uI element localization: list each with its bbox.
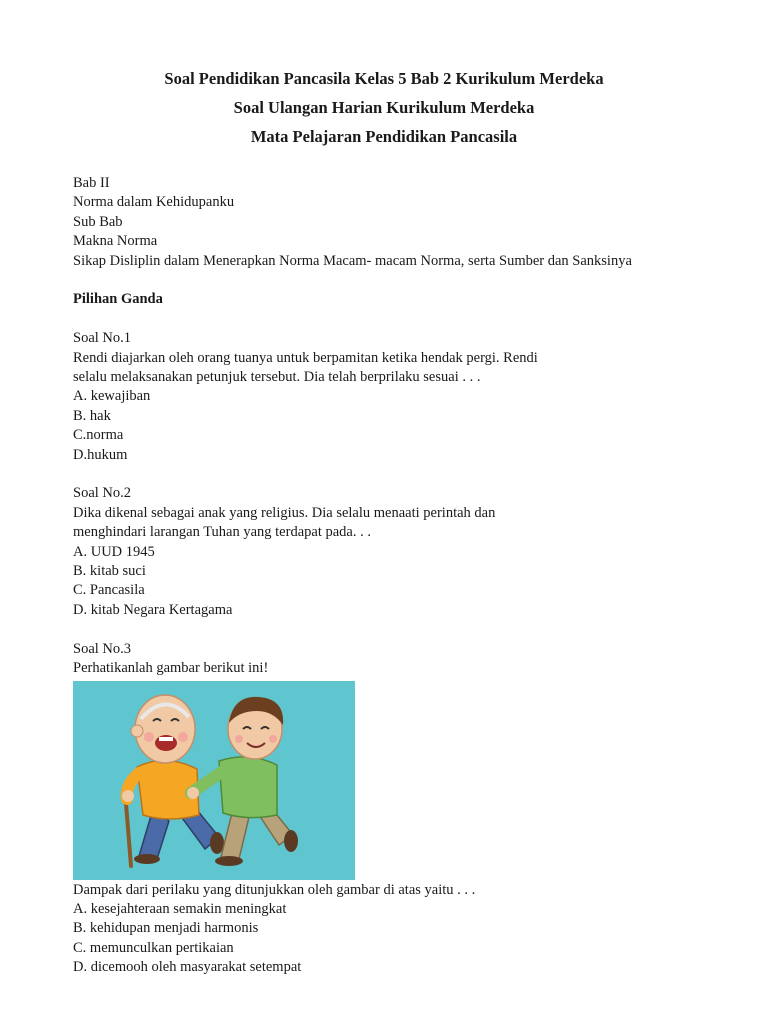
elderly-man-helped-by-young-man-illustration [73,681,355,880]
option-a: A. UUD 1945 [73,543,155,560]
question-text: Dampak dari perilaku yang ditunjukkan oleh gambar di atas yaitu . . . [73,881,476,898]
question-intro: Perhatikanlah gambar berikut ini! [73,660,269,677]
option-d: D. dicemooh oleh masyarakat setempat [73,959,302,976]
option-b: B. kitab suci [73,563,146,580]
bab-label: Bab II [73,175,110,191]
option-c: C.norma [73,427,124,444]
question-text: menghindari larangan Tuhan yang terdapat pada. . . [73,524,371,541]
option-a: A. kesejahteraan semakin meningkat [73,900,287,917]
topic-line: Sikap Disliplin dalam Menerapkan Norma Macam- macam Norma, serta Sumber dan Sanksinya [73,252,632,269]
question-label: Soal No.3 [73,640,131,657]
question-1 [73,329,713,465]
bab-title: Norma dalam Kehidupanku [73,194,235,211]
question-2 [73,484,713,620]
question-label: Soal No.2 [73,485,131,502]
option-a: A. kewajiban [73,388,151,405]
option-d: D. kitab Negara Kertagama [73,601,233,618]
question-text: Rendi diajarkan oleh orang tuanya untuk berpamitan ketika hendak pergi. Rendi [73,349,538,366]
question-3 [73,640,713,978]
option-d: D.hukum [73,446,128,463]
question-label: Soal No.1 [73,330,131,347]
document-title: Soal Pendidikan Pancasila Kelas 5 Bab 2 Kurikulum Merdeka [164,69,604,88]
subbab-label: Sub Bab [73,213,123,230]
option-b: B. hak [73,407,111,424]
option-b: B. kehidupan menjadi harmonis [73,920,259,937]
option-c: C. Pancasila [73,582,145,599]
document-titles [0,67,768,154]
question-text: Dika dikenal sebagai anak yang religius. Dia selalu menaati perintah dan [73,504,496,521]
option-c: C. memunculkan pertikaian [73,939,234,956]
subbab-title: Makna Norma [73,233,158,250]
document-subtitle: Soal Ulangan Harian Kurikulum Merdeka [233,98,535,117]
document-body [73,174,713,978]
subject-title: Mata Pelajaran Pendidikan Pancasila [250,127,518,146]
section-heading: Pilihan Ganda [73,291,163,308]
question-text: selalu melaksanakan petunjuk tersebut. Dia telah berprilaku sesuai . . . [73,369,481,386]
